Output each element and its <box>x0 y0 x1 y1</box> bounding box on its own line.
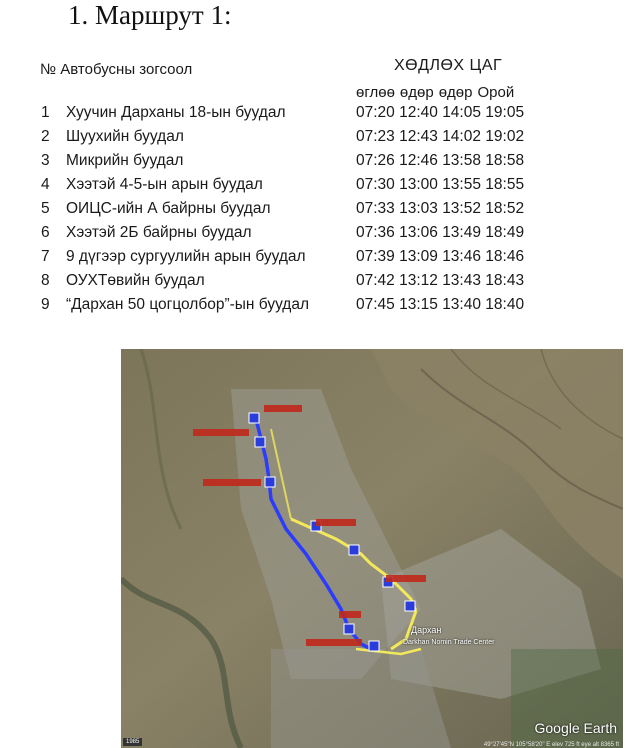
departure-times: 07:33 13:03 13:52 18:52 <box>356 200 525 217</box>
table-row <box>0 200 639 224</box>
table-header-stop: № Автобусны зогсоол <box>40 61 193 78</box>
departure-times: 07:20 12:40 14:05 19:05 <box>356 104 525 121</box>
stop-name: “Дархан 50 цогцолбор”-ын буудал <box>66 296 310 313</box>
departure-times: 07:39 13:09 13:46 18:46 <box>356 248 525 265</box>
departure-times: 07:42 13:12 13:43 18:43 <box>356 272 525 289</box>
row-number: 7 <box>41 248 50 265</box>
route-map <box>121 349 623 748</box>
departure-times: 07:45 13:15 13:40 18:40 <box>356 296 525 313</box>
stop-name: Хуучин Дарханы 18-ын буудал <box>66 104 286 121</box>
map-label-trade-center: Darkhan Nomin Trade Center <box>403 639 495 646</box>
stop-name: Шуухийн буудал <box>66 128 184 145</box>
stop-name: Хээтэй 4-5-ын арын буудал <box>66 176 263 193</box>
google-earth-logo: Google Earth <box>534 720 617 736</box>
page-title: 1. Маршрут 1: <box>68 0 232 30</box>
period-evening: Орой <box>477 84 515 101</box>
table-row <box>0 272 639 296</box>
stop-name: Микрийн буудал <box>66 152 184 169</box>
stop-name: Хээтэй 2Б байрны буудал <box>66 224 252 241</box>
stop-name: 9 дүгээр сургуулийн арын буудал <box>66 248 306 265</box>
table-header-time: ХӨДЛӨХ ЦАГ <box>394 57 503 74</box>
period-morning: өглөө <box>356 84 395 101</box>
period-day-2: өдөр <box>438 84 473 101</box>
imagery-date-badge: 1985 <box>123 738 142 746</box>
stop-name: ОУХТөвийн буудал <box>66 272 205 289</box>
row-number: 8 <box>41 272 50 289</box>
departure-times: 07:23 12:43 14:02 19:02 <box>356 128 525 145</box>
table-row <box>0 176 639 200</box>
row-number: 3 <box>41 152 50 169</box>
departure-times: 07:26 12:46 13:58 18:58 <box>356 152 525 169</box>
table-row <box>0 248 639 272</box>
map-coordinates: 49°27'45"N 105°58'20" E elev 725 ft eye alt 8365 ft <box>483 742 619 748</box>
table-row <box>0 128 639 152</box>
table-row <box>0 152 639 176</box>
stop-name: ОИЦС-ийн А байрны буудал <box>66 200 271 217</box>
row-number: 2 <box>41 128 50 145</box>
table-row <box>0 296 639 320</box>
departure-times: 07:30 13:00 13:55 18:55 <box>356 176 525 193</box>
table-row <box>0 104 639 128</box>
satellite-terrain <box>121 349 623 748</box>
table-row <box>0 224 639 248</box>
departure-times: 07:36 13:06 13:49 18:49 <box>356 224 525 241</box>
row-number: 5 <box>41 200 50 217</box>
row-number: 6 <box>41 224 50 241</box>
map-label-darkhan: Дархан <box>411 625 442 635</box>
row-number: 1 <box>41 104 50 121</box>
table-header-periods <box>356 84 514 101</box>
row-number: 4 <box>41 176 50 193</box>
period-day-1: өдөр <box>399 84 434 101</box>
row-number: 9 <box>41 296 50 313</box>
